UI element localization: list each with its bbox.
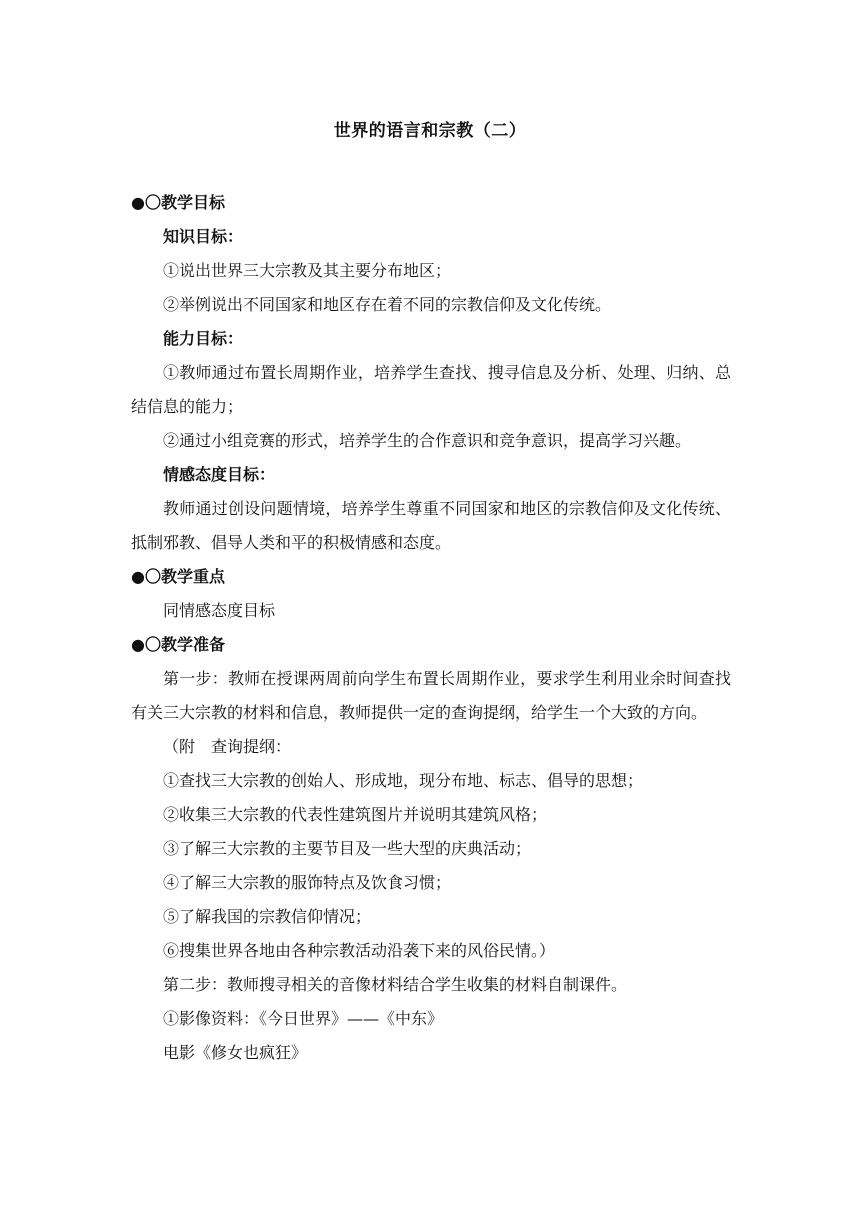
section-bullet-icon: ●〇: [131, 635, 161, 654]
appendix-item: ①查找三大宗教的创始人、形成地，现分布地、标志、倡导的思想；: [163, 771, 644, 790]
section-heading-text: 教学准备: [160, 635, 225, 654]
section-bullet-icon: ●〇: [131, 567, 161, 586]
prep-step-2: 第二步：教师搜寻相关的音像材料结合学生收集的材料自制课件。: [163, 975, 628, 994]
section-heading-text: 教学重点: [160, 567, 225, 586]
media-item: ①影像资料：《今日世界》——《中东》: [163, 1009, 444, 1028]
media-item: 电影《修女也疯狂》: [163, 1043, 308, 1062]
section-heading-focus: [131, 560, 731, 594]
section-heading-goals: [131, 186, 731, 220]
appendix-item: ④了解三大宗教的服饰特点及饮食习惯；: [163, 873, 452, 892]
ability-goal-item: ②通过小组竞赛的形式，培养学生的合作意识和竞争意识，提高学习兴趣。: [163, 431, 692, 450]
emotion-goal-text: 教师通过创设问题情境，培养学生尊重不同国家和地区的宗教信仰及文化传统、抵制邪教、倡导人类和平的积极情感和态度。: [131, 499, 731, 552]
section-heading-text: 教学目标: [160, 193, 225, 212]
ability-goal-item: ①教师通过布置长周期作业，培养学生查找、搜寻信息及分析、处理、归纳、总结信息的能力；: [131, 363, 731, 416]
prep-step-1: 第一步：教师在授课两周前向学生布置长周期作业，要求学生利用业余时间查找有关三大宗教的材料和信息，教师提供一定的查询提纲，给学生一个大致的方向。: [131, 669, 731, 722]
section-bullet-icon: ●〇: [131, 193, 161, 212]
document-body: [131, 186, 731, 1070]
knowledge-goal-item: ①说出世界三大宗教及其主要分布地区；: [163, 261, 452, 280]
knowledge-goal-label: 知识目标：: [163, 227, 244, 246]
document-title: 世界的语言和宗教（二）: [333, 121, 527, 141]
focus-text: 同情感态度目标: [163, 601, 276, 620]
appendix-item: ③了解三大宗教的主要节目及一些大型的庆典活动；: [163, 839, 532, 858]
appendix-item: ⑥搜集世界各地由各种宗教活动沿袭下来的风俗民情。）: [163, 941, 556, 960]
knowledge-goal-item: ②举例说出不同国家和地区存在着不同的宗教信仰及文化传统。: [163, 295, 612, 314]
appendix-item: ②收集三大宗教的代表性建筑图片并说明其建筑风格；: [163, 805, 548, 824]
section-heading-prep: [131, 628, 731, 662]
appendix-item: ⑤了解我国的宗教信仰情况；: [163, 907, 372, 926]
emotion-goal-label: 情感态度目标：: [163, 465, 276, 484]
ability-goal-label: 能力目标：: [163, 329, 244, 348]
appendix-label: （附 查询提纲：: [163, 737, 292, 756]
